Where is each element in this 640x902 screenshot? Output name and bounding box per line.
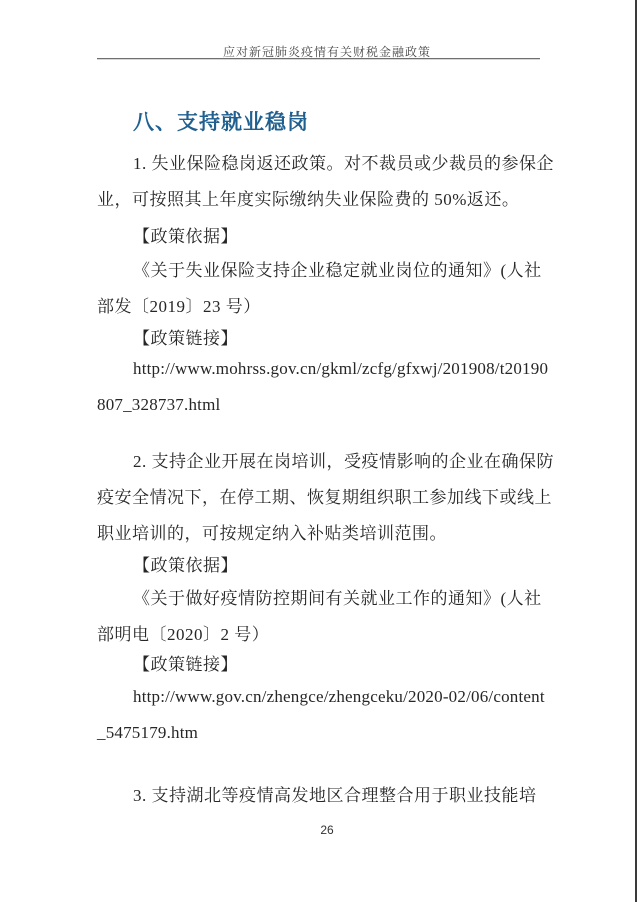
text-line: 【政策链接】	[133, 329, 238, 348]
text-line: 2. 支持企业开展在岗培训，受疫情影响的企业在确保防	[133, 452, 554, 471]
text-line: 【政策链接】	[133, 655, 238, 674]
policy-basis-label-1	[97, 219, 549, 255]
paragraph-1	[97, 146, 554, 218]
text-line: 部明电〔2020〕2 号）	[97, 625, 270, 644]
paragraph-2	[97, 444, 554, 552]
policy-basis-label-2	[97, 548, 549, 584]
text-line: 业，可按照其上年度实际缴纳失业保险费的 50%返还。	[97, 190, 520, 209]
text-line: 1. 失业保险稳岗返还政策。对不裁员或少裁员的参保企	[133, 154, 554, 173]
url-text-line: _5475179.htm	[97, 723, 199, 742]
page-number: 26	[320, 823, 334, 837]
text-line: 职业培训的，可按规定纳入补贴类培训范围。	[97, 524, 447, 543]
policy-url-1	[97, 351, 549, 423]
text-line: 部发〔2019〕23 号）	[97, 297, 261, 316]
url-text-line: http://www.gov.cn/zhengce/zhengceku/2020-02/06/content	[133, 687, 545, 706]
text-line: 3. 支持湖北等疫情高发地区合理整合用于职业技能培	[133, 786, 537, 805]
text-line: 疫安全情况下，在停工期、恢复期组织职工参加线下或线上	[97, 488, 552, 507]
page-edge-line	[635, 0, 637, 902]
policy-link-label-2	[97, 647, 549, 683]
policy-notice-1	[97, 253, 549, 325]
header-divider	[97, 58, 540, 59]
text-line: 《关于失业保险支持企业稳定就业岗位的通知》(人社	[133, 261, 542, 280]
section-heading: 八、支持就业稳岗	[133, 111, 309, 134]
url-text-line: http://www.mohrss.gov.cn/gkml/zcfg/gfxwj/201908/t20190	[133, 359, 549, 378]
text-line: 【政策依据】	[133, 556, 238, 575]
text-line: 【政策依据】	[133, 227, 238, 246]
paragraph-3	[97, 778, 549, 814]
policy-url-2	[97, 679, 549, 751]
running-header-title: 应对新冠肺炎疫情有关财税金融政策	[222, 45, 431, 59]
url-text-line: 807_328737.html	[97, 395, 221, 414]
policy-notice-2	[97, 581, 549, 653]
text-line: 《关于做好疫情防控期间有关就业工作的通知》(人社	[133, 589, 542, 608]
